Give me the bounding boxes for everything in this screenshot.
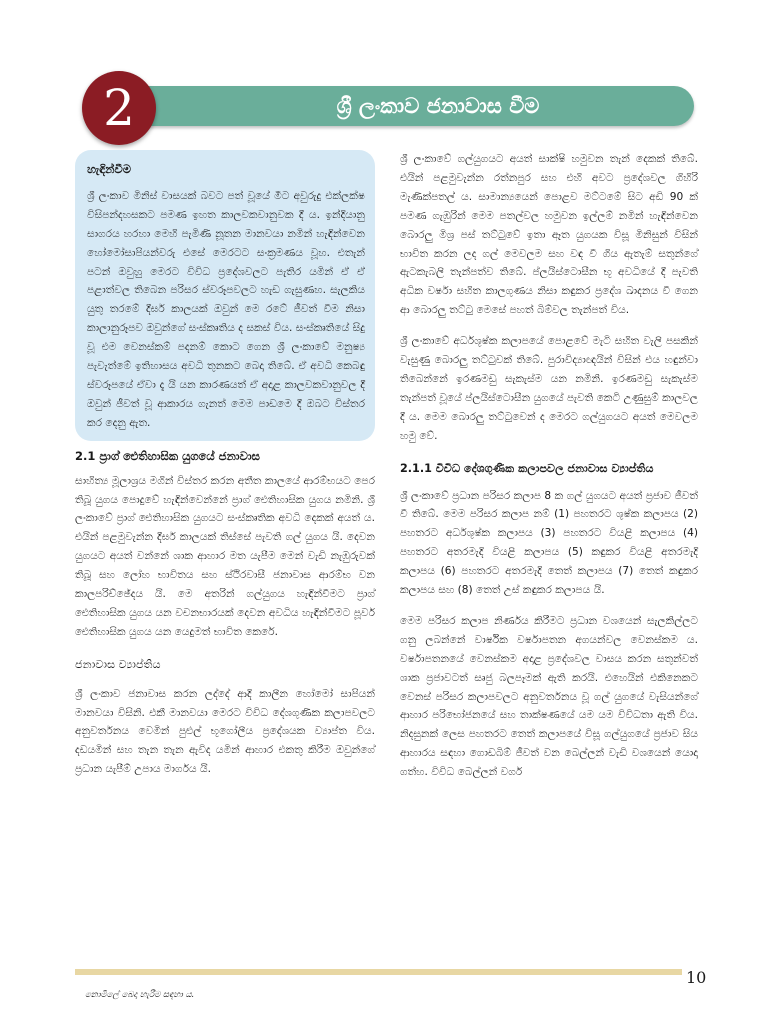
section-heading-2-1-1: 2.1.1 විවිධ දේශගුණික කලාපවල ජනාවාස ව්‍යාප්තිය [400,461,654,475]
intro-box [75,150,375,441]
settlement-heading: ජනාවාස ව්‍යාප්තිය [75,657,161,671]
settlement-paragraph: ශ්‍රී ලංකාව ජනාවාස කරන ලද්දේ ආදි කාලීන හෝමෝ සාපියන් මානවයා විසිනි. එකී මානවයා මෙරට විවිධ දේශගුණික කලාපවලට අනුවර්තනය වෙමින් පුළුල් භූගෝලීය ප්‍රදේශයක ව්‍යාප්ත විය. දඩයමින් සහ තැන තැන ඇවිද යමින් ආහාර එකතු කිරීම ඔවුන්ගේ ප්‍රධාන යැපීම් උපාය මාර්ගය යි. [75,687,375,776]
chapter-banner [82,71,722,147]
footer-rule [75,969,682,975]
left-column [75,150,375,779]
intro-paragraph: ශ්‍රී ලංකාව මිනිස් වාසයක් බවට පත් වූයේ මීට අවුරුදු එක්ලක්ෂ විසිපන්දහසකට පමණ ඉහත කාලවකවානුවක දී ය. ඉන්දියානු සාගරය හරහා මෙහි පැමිණි නූතන මානවයා නමින් හැඳින්වෙන හෝමෝසාපියන්වරු එසේ මෙරටට සංක්‍රමණය වූහ. එතැන් පටන් ඔවුහු මෙරට විවිධ ප්‍රදේශවලට පැතිර යමින් ඒ ඒ පළාත්වල තිබෙන පරිසර ස්වරූපවලට හැඩ ගැසුණහ. සැලකිය යුතු තරමේ දීර්ඝ කාලයක් ඔවුන් මෙ රටේ ජීවත් වීම නිසා කාලානුරූපව ඔවුන්ගේ සංස්කෘතිය ද සකස් විය. සංස්කෘතියේ සිදු වූ එම වෙනස්කම් පදනම් කොට ගෙන ශ්‍රී ලංකාවේ මනුෂ්‍ය පැවැත්මේ ඉතිහාසය අවධි තුනකට බෙදා තිබේ. ඒ අවධි කෙබඳු ස්වරූපයේ ඒවා දැ යි යන කාරණයත් ඒ අදාළ කාලවකවානුවල දී ඔවුන් ජීවත් වූ ආකාරය ගැනත් මෙම පාඩමෙ දී ඔබට විස්තර කර දෙනු ඇත. [87,189,365,429]
footer-note: නොමිලේ බෙදා හැරීම සඳහා ය. [85,990,195,1000]
section-2-1-paragraph: සාහිත්‍ය මූලාශ්‍රය මගින් විස්තර කරන අතීත කාලයේ ආරම්භයට පෙර තිබූ යුගය පොදුවේ හැඳින්වෙන්නේ ප්‍රාග් ඓතිහාසික යුගය නමිනි. ශ්‍රී ලංකාවේ ප්‍රාග් ඓතිහාසික යුගයට සංස්කෘතික අවධි දෙකක් අයත් ය. එයින් පළමුවැන්න දීර්ඝ කාලයක් තිස්සේ පැවති ගල් යුගය යි. දෙවන යුගයට අයත් වන්නේ ශාක ආහාර මත යැපීම මෙන් වැඩි නැඹුරුවක් තිබූ සහ ලෝහ භාවිතය සහ ස්ථිරවාසී ජනාවාස ආරම්භ වන කාලපරිච්ඡේදය යි. මෙ අතරින් ගල්යුගය හැඳින්වීමට ප්‍රාග් ඓතිහාසික යුගය යන වචනභාරයක් දෙවන අවධිය හැඳින්වීමට පූර්ව ඓතිහාසික යුගය යන යෙදුමත් භාවිත කෙරේ. [75,474,375,638]
chapter-number-badge [82,71,156,145]
chapter-number: 2 [103,79,135,137]
right-paragraph-1: ශ්‍රී ලංකාවේ ගල්යුගයට අයත් සාක්ෂි හමුවන තැන් දෙකක් තිබේ. එයින් පළමුවැන්න රත්නපුර සහ එහි අවට ප්‍රදේශවල ගිහිරි මැණික්පතල් ය. සාමාන්‍යයෙන් පොළව මට්ටමේ සිට අඩි 90 ක් පමණ ගැඹුරින් මෙම පතල්වල හමුවන ඉල්ලම් නමින් හැඳින්වෙන බොරලු මිශ්‍ර පස් තට්ටුවේ ඉතා ඈත යුගයක විසූ මිනිසුන් විසින් භාවිත කරන ලද ගල් මෙවලම සහ වඳ වී ගිය ඇතැම් සතුන්ගේ ඇටකැබලි තැන්පත්ව තිබේ. ප්ලයිස්ටොසීන භූ අවධියේ දී පැවති අධික වර්ෂා සහිත කාලගුණය නිසා කඳුකර ප්‍රදේශ ඛාදනය වී ගෙන ආ බොරලු තට්ටු මෙසේ පහත් බිම්වල තැන්පත් විය. [400,153,698,317]
intro-heading: හැඳින්වීම [87,162,131,176]
section-heading-2-1: 2.1 ප්‍රාග් ඓතිහාසික යුගයේ ජනාවාස [75,448,260,463]
chapter-title: ශ්‍රී ලංකාව ජනාවාස වීම [336,94,540,118]
page-number: 10 [686,968,707,987]
right-paragraph-4: මෙම පරිසර කලාප නිර්ණය කිරීමට ප්‍රධාන වශයෙන් සැලකිල්ලට ගනු ලබන්නේ වාර්ෂික වර්ෂාපතන අගයන්වල වෙනස්කම ය. වර්ෂාපතනයේ වෙනස්කම අදාළ ප්‍රදේශවල වාසය කරන සතුන්වත් ශාක ප්‍රජාවටත් සෘජු බලපෑමක් ඇති කරයි. එහෙයින් එකිනෙකට වෙනස් පරිසර කලාපවලට අනුවර්තනය වූ ගල් යුගයේ වැසියන්ගේ ආහාර පරිභෝජනයේ සහ තාක්ෂණයේ යම යම විවිධතා ඇති විය. නිදසුනක් ලෙස පහතරට තෙත් කලාපයේ විසූ ගල්යුගයේ ප්‍රජාව සිය ආහාරය සඳහා ගොඩබිම් ජීවත් වන බෙල්ලන් වැඩි වශයෙන් යොදා ගත්හ. විවිධ බෙල්ලන් වර්ග [400,614,698,779]
right-column [400,150,698,782]
right-paragraph-3: ශ්‍රී ලංකාවේ ප්‍රධාන පරිසර කලාප 8 ක ගල් යුගයට අයත් ප්‍රජාව ජීවත් වී තිබේ. මෙම පරිසර කලාප නම් (1) පහතරට ශුෂ්ක කලාපය (2) පහතරට අර්ධශුෂ්ක කලාපය (3) පහතරට වියළි කලාපය (4) පහතරට අතරමැදි වියළි කලාපය (5) කඳුකර වියළි අතරමැදි කලාපය (6) පහතරට අතරමැදි තෙත් කලාපය (7) තෙත් කඳුකර කලාපය සහ (8) තෙත් උස් කඳුකර කලාපය යි. [400,489,698,597]
chapter-title-bar [132,86,694,126]
right-paragraph-2: ශ්‍රී ලංකාවේ අර්ධශුෂ්ක කලාපයේ පොළවේ මැටි සහිත වැලි පසකින් වැසුණු බොරලු තට්ටුවක් තිබේ. පුරාවිද්‍යාඥයින් විසින් එය හඳුන්වා තිබෙන්නේ ඉරණමඩු සැකැස්ම යන නමිනි. ඉරණමඩු සැකැස්ම තැන්පත් වූයේ ප්ලයිස්ටොසීන යුගයේ පැවති කෙටි උණුසුම් කාලවල දී ය. මෙම බොරලු තට්ටුවෙන් ද මෙරට ගල්යුගයට අයත් මෙවලම හමු වේ. [400,335,698,442]
